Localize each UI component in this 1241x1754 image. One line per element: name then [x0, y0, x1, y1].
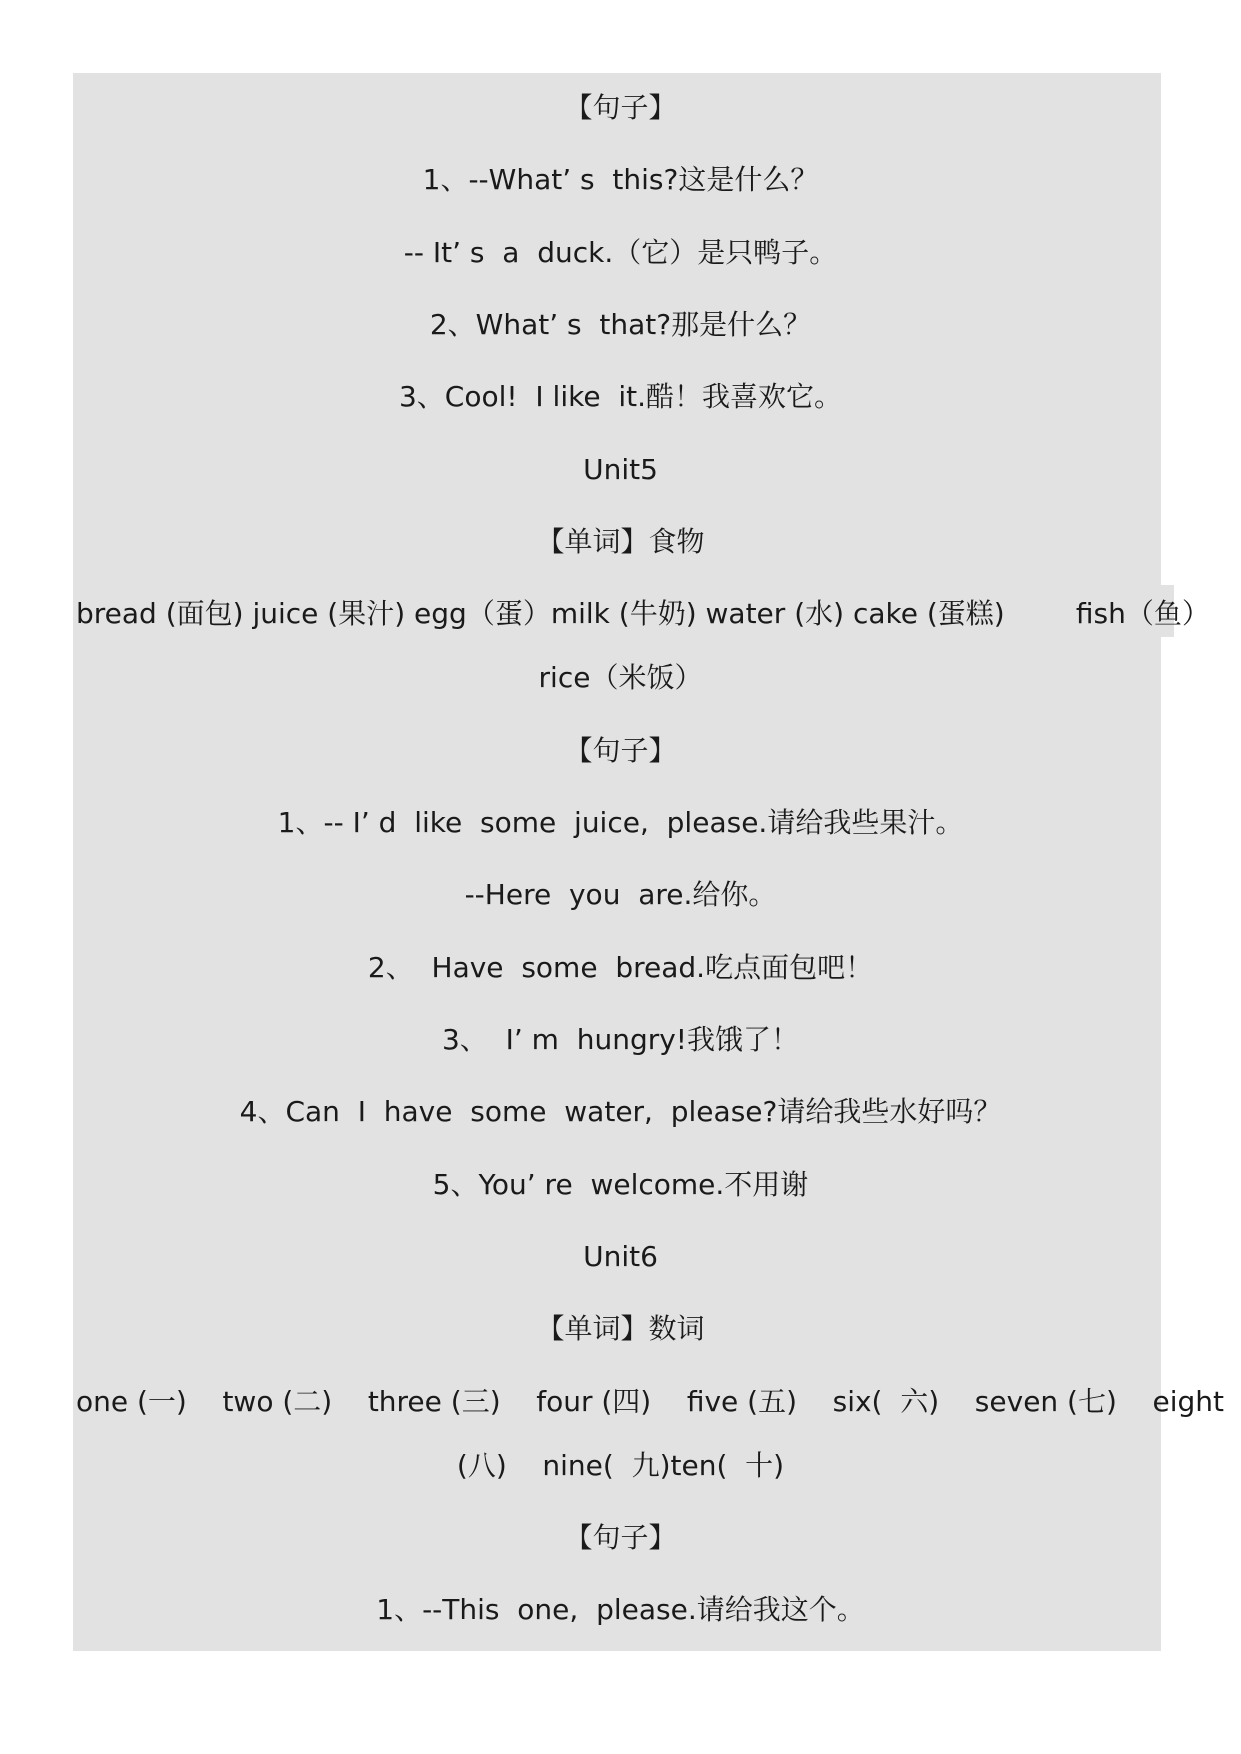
unit-heading: Unit5: [583, 453, 658, 486]
sentence-line: 3、Cool! I like it.酷！我喜欢它。: [398, 380, 843, 413]
section-heading-sentences: 【句子】: [564, 1521, 677, 1554]
sentence-line: 4、Can I have some water, please?请给我些水好吗？: [239, 1095, 1002, 1128]
sentence-line: --Here you are.给你。: [464, 878, 777, 911]
sentence-line: -- It’ s a duck.（它）是只鸭子。: [403, 236, 838, 269]
unit-heading: Unit6: [583, 1240, 658, 1273]
sentence-line: 5、You’ re welcome.不用谢: [432, 1168, 809, 1201]
vocab-line: (八) nine( 九)ten( 十): [456, 1449, 785, 1482]
section-heading-words: 【单词】数词: [536, 1312, 705, 1345]
sentence-line: 1、-- I’ d like some juice, please.请给我些果汁。: [277, 806, 964, 839]
vocab-line: rice（米饭）: [538, 661, 703, 694]
sentence-line: 2、What’ s that?那是什么？: [429, 308, 812, 341]
section-heading-sentences: 【句子】: [564, 91, 677, 124]
vocab-line: bread (面包) juice (果汁) egg（蛋）milk (牛奶) water (水) cake (蛋糕) fish（鱼）: [76, 597, 1210, 630]
sentence-line: 3、 I’ m hungry!我饿了！: [441, 1023, 800, 1056]
sentence-line: 1、--What’ s this?这是什么？: [422, 163, 819, 196]
section-heading-words: 【单词】食物: [536, 525, 705, 558]
sentence-line: 2、 Have some bread.吃点面包吧！: [367, 951, 874, 984]
section-heading-sentences: 【句子】: [564, 734, 677, 767]
vocab-line: one (一) two (二) three (三) four (四) five (五) six( 六) seven (七) eight: [76, 1385, 1225, 1418]
sentence-line: 1、--This one, please.请给我这个。: [376, 1593, 865, 1626]
